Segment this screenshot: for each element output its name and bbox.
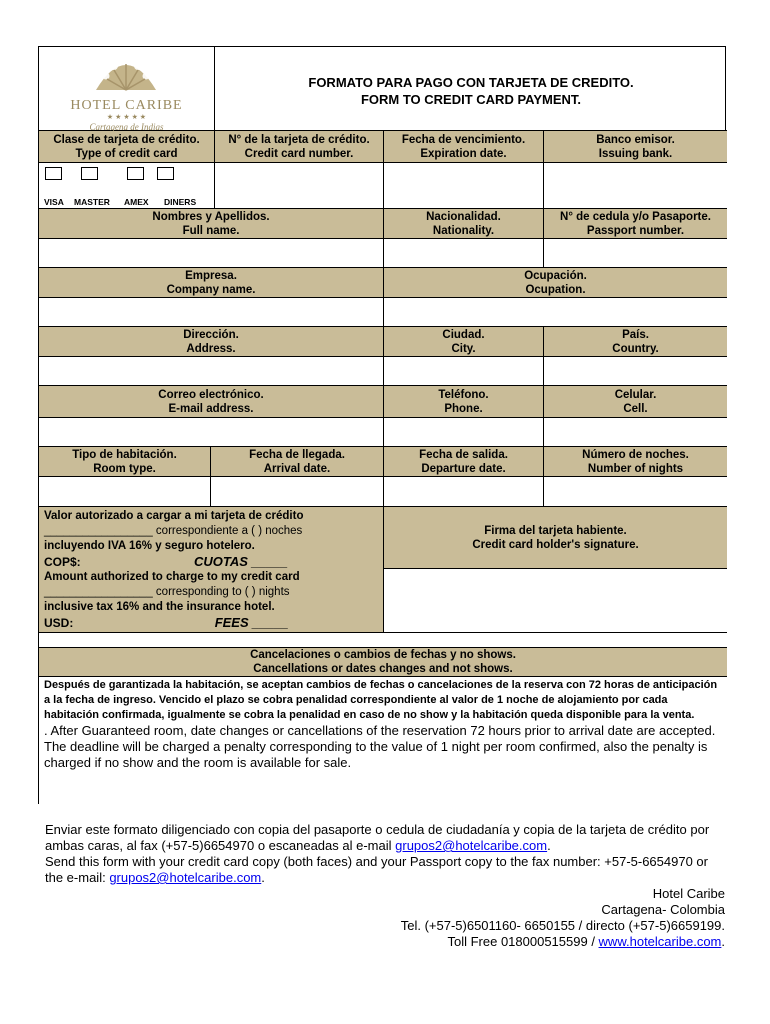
label-es: Banco emisor. bbox=[596, 133, 675, 146]
amount-en-line3: inclusive tax 16% and the insurance hotel. bbox=[44, 601, 275, 613]
label-es: N° de cedula y/o Pasaporte. bbox=[560, 210, 711, 223]
label-en: Cell. bbox=[623, 402, 648, 415]
amount-es-line1: Valor autorizado a cargar a mi tarjeta de crédito bbox=[44, 510, 304, 522]
card-type-field bbox=[39, 163, 215, 209]
instructions-en bbox=[45, 854, 725, 886]
company-header bbox=[39, 268, 384, 298]
master-checkbox[interactable] bbox=[81, 167, 98, 180]
amex-label: AMEX bbox=[124, 197, 149, 207]
name-header bbox=[39, 209, 384, 239]
label-en: Credit card number. bbox=[244, 147, 354, 160]
signature-field[interactable] bbox=[384, 569, 727, 633]
cancellations-header bbox=[39, 648, 727, 677]
nationality-field[interactable] bbox=[384, 239, 544, 268]
card-number-header bbox=[215, 131, 384, 163]
label-es: Empresa. bbox=[185, 269, 237, 282]
label-es: Número de noches. bbox=[582, 448, 689, 461]
cuotas-field[interactable]: CUOTAS _____ bbox=[194, 554, 288, 569]
passport-field[interactable] bbox=[544, 239, 727, 268]
label-en: E-mail address. bbox=[168, 402, 254, 415]
instructions-en-text: Send this form with your credit card copy (both faces) and your Passport copy to the fax number: +57-5-6654970 or the e-mail: bbox=[45, 854, 708, 885]
amount-es-line3: incluyendo IVA 16% y seguro hotelero. bbox=[44, 540, 255, 552]
contact-phone: Tel. (+57-5)6501160- 6650155 / directo (+57-5)6659199. bbox=[400, 918, 725, 933]
expiration-field[interactable] bbox=[384, 163, 544, 209]
email-link-en[interactable]: grupos2@hotelcaribe.com bbox=[109, 870, 262, 885]
form-title bbox=[215, 47, 727, 131]
label-en: Cancellations or dates changes and not shows. bbox=[253, 663, 513, 675]
label-en: Address. bbox=[186, 342, 236, 355]
signature-header bbox=[384, 507, 727, 569]
label-en: Passport number. bbox=[586, 224, 685, 237]
expiration-header bbox=[384, 131, 544, 163]
label-en: Departure date. bbox=[421, 462, 506, 475]
email-link[interactable]: grupos2@hotelcaribe.com bbox=[395, 838, 548, 853]
amex-checkbox[interactable] bbox=[127, 167, 144, 180]
label-es: Fecha de vencimiento. bbox=[401, 133, 526, 146]
bank-header bbox=[544, 131, 727, 163]
label-es: N° de la tarjeta de crédito. bbox=[228, 133, 370, 146]
label-en: Issuing bank. bbox=[598, 147, 673, 160]
visa-label: VISA bbox=[44, 197, 64, 207]
amount-en-line1: Amount authorized to charge to my credit card bbox=[44, 571, 300, 583]
label-en: Number of nights bbox=[587, 462, 684, 475]
seashell-icon bbox=[76, 46, 176, 94]
contact-hotel-name: Hotel Caribe bbox=[652, 886, 725, 901]
contact-city: Cartagena- Colombia bbox=[601, 902, 725, 917]
label-es: Fecha de salida. bbox=[419, 448, 508, 461]
website-link[interactable]: www.hotelcaribe.com bbox=[598, 934, 722, 949]
logo-cell bbox=[39, 47, 215, 131]
tollfree-end: . bbox=[721, 934, 725, 949]
address-header bbox=[39, 327, 384, 357]
label-es: País. bbox=[622, 328, 649, 341]
label-en: Ocupation. bbox=[525, 283, 586, 296]
master-label: MASTER bbox=[74, 197, 110, 207]
amount-en-line2: _________________ corresponding to ( ) nights bbox=[44, 586, 290, 598]
hotel-subtitle: Cartagena de Indias bbox=[89, 121, 164, 132]
label-en: Expiration date. bbox=[420, 147, 507, 160]
hotel-logo bbox=[70, 46, 182, 132]
label-en: City. bbox=[451, 342, 476, 355]
instructions-en-end: . bbox=[261, 870, 265, 885]
title-es: FORMATO PARA PAGO CON TARJETA DE CREDITO. bbox=[308, 74, 634, 90]
email-header bbox=[39, 386, 384, 418]
label-es: Ocupación. bbox=[524, 269, 587, 282]
label-es: Dirección. bbox=[183, 328, 239, 341]
usd-row bbox=[44, 615, 378, 631]
label-es: Clase de tarjeta de crédito. bbox=[53, 133, 200, 146]
instructions-es-end: . bbox=[547, 838, 551, 853]
occupation-header bbox=[384, 268, 727, 298]
cancellations-policy bbox=[39, 677, 727, 805]
contact-tollfree bbox=[45, 934, 725, 950]
cell-header bbox=[544, 386, 727, 418]
email-field[interactable] bbox=[39, 418, 384, 447]
label-es: Nacionalidad. bbox=[426, 210, 501, 223]
authorized-amount-block bbox=[39, 507, 384, 633]
label-en: Phone. bbox=[444, 402, 483, 415]
city-header bbox=[384, 327, 544, 357]
cop-label: COP$: bbox=[44, 555, 81, 569]
country-header bbox=[544, 327, 727, 357]
label-en: Room type. bbox=[93, 462, 156, 475]
hotel-stars: ★ ★ ★ ★ ★ bbox=[106, 113, 147, 121]
arrival-field[interactable] bbox=[211, 477, 384, 507]
instructions-es bbox=[45, 822, 725, 854]
label-en: Full name. bbox=[182, 224, 240, 237]
label-en: Type of credit card bbox=[75, 147, 178, 160]
credit-card-form bbox=[38, 46, 726, 804]
diners-checkbox[interactable] bbox=[157, 167, 174, 180]
cop-row bbox=[44, 554, 378, 570]
city-field[interactable] bbox=[384, 357, 544, 386]
policy-es: Después de garantizada la habitación, se aceptan cambios de fechas o cancelaciones de la reserva con 72 horas de anticipación a la fecha de ingreso. Vencido el plazo se cobra penalidad correspondiente al valor de 1 noche de alojamiento por cada habitación confirmada, igualmente se cobra la penalidad en caso de no show y la habitación queda disponible para la venta. bbox=[44, 679, 718, 721]
phone-field[interactable] bbox=[384, 418, 544, 447]
address-field[interactable] bbox=[39, 357, 384, 386]
label-es: Teléfono. bbox=[438, 388, 489, 401]
label-en: Credit card holder's signature. bbox=[472, 538, 639, 551]
label-es: Firma del tarjeta habiente. bbox=[484, 524, 627, 537]
spacer-row bbox=[39, 633, 727, 648]
departure-header bbox=[384, 447, 544, 477]
nights-header bbox=[544, 447, 727, 477]
label-es: Ciudad. bbox=[442, 328, 485, 341]
policy-en: . After Guaranteed room, date changes or cancellations of the reservation 72 hours prior to arrival date are accepted. The deadline will be charged a penalty corresponding to the value of 1 night per room confirmed, also the penalty is charged if no show and the room is available for sale. bbox=[44, 723, 716, 770]
label-en: Company name. bbox=[166, 283, 256, 296]
label-en: Country. bbox=[612, 342, 659, 355]
label-en: Nationality. bbox=[432, 224, 495, 237]
label-es: Fecha de llegada. bbox=[249, 448, 345, 461]
arrival-header bbox=[211, 447, 384, 477]
passport-header bbox=[544, 209, 727, 239]
amount-es-line2: _________________ correspondiente a ( ) noches bbox=[44, 525, 303, 537]
nationality-header bbox=[384, 209, 544, 239]
label-es: Celular. bbox=[614, 388, 657, 401]
company-field[interactable] bbox=[39, 298, 384, 327]
title-en: FORM TO CREDIT CARD PAYMENT. bbox=[360, 91, 582, 107]
instructions-es-text: Enviar este formato diligenciado con copia del pasaporte o cedula de ciudadanía y copia de la tarjeta de crédito por ambas caras, al fax (+57-5)6654970 o escaneadas al e-mail bbox=[45, 822, 710, 853]
departure-field[interactable] bbox=[384, 477, 544, 507]
diners-label: DINERS bbox=[164, 197, 197, 207]
label-es: Cancelaciones o cambios de fechas y no shows. bbox=[250, 649, 516, 661]
label-en: Arrival date. bbox=[263, 462, 331, 475]
room-type-field[interactable] bbox=[39, 477, 211, 507]
instructions-footer bbox=[45, 822, 725, 950]
occupation-field[interactable] bbox=[384, 298, 727, 327]
name-field[interactable] bbox=[39, 239, 384, 268]
visa-checkbox[interactable] bbox=[45, 167, 62, 180]
cell-field[interactable] bbox=[544, 418, 727, 447]
nights-field[interactable] bbox=[544, 477, 727, 507]
label-es: Nombres y Apellidos. bbox=[152, 210, 270, 223]
card-number-field[interactable] bbox=[215, 163, 384, 209]
label-es: Correo electrónico. bbox=[158, 388, 264, 401]
country-field[interactable] bbox=[544, 357, 727, 386]
room-type-header bbox=[39, 447, 211, 477]
bank-field[interactable] bbox=[544, 163, 727, 209]
usd-label: USD: bbox=[44, 616, 74, 630]
phone-header bbox=[384, 386, 544, 418]
label-es: Tipo de habitación. bbox=[72, 448, 177, 461]
card-type-header bbox=[39, 131, 215, 163]
fees-field[interactable]: FEES _____ bbox=[214, 615, 289, 630]
hotel-name: HOTEL CARIBE bbox=[70, 97, 183, 113]
tollfree-text: Toll Free 018000515599 / bbox=[447, 934, 599, 949]
